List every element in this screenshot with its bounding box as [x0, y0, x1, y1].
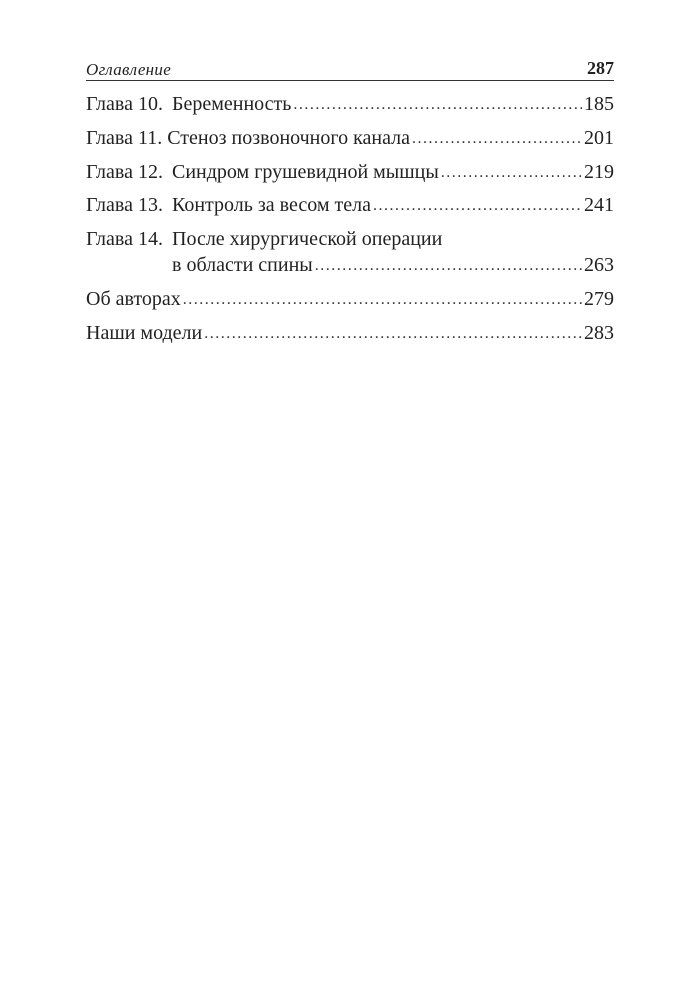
chapter-title: Стеноз позвоночного канала: [167, 127, 410, 149]
entry-page-number: 263: [584, 254, 614, 276]
dot-leader: [412, 123, 582, 153]
toc-entry-label-continued: [86, 251, 313, 279]
dot-leader: [315, 250, 582, 280]
chapter-number: Глава 11.: [86, 127, 163, 149]
dot-leader: [204, 318, 582, 348]
dot-leader: [441, 157, 582, 187]
chapter-number: Глава 10.: [86, 93, 163, 115]
toc-entry-about-authors[interactable]: [86, 285, 614, 313]
toc-entry-label: [86, 124, 410, 152]
chapter-number: Глава 14.: [86, 228, 163, 250]
toc-entry-our-models[interactable]: [86, 319, 614, 347]
chapter-title: Беременность: [172, 93, 292, 115]
chapter-title-line-1: После хирургической операции: [172, 228, 443, 250]
dot-leader: [293, 89, 582, 119]
toc-entry-label: [86, 225, 442, 253]
chapter-number: Глава 13.: [86, 194, 163, 216]
toc-entry-chapter-14[interactable]: [86, 225, 614, 281]
toc-entry-chapter-13[interactable]: [86, 191, 614, 219]
running-header: [86, 58, 614, 81]
toc-entry-chapter-11[interactable]: [86, 124, 614, 152]
dot-leader: [373, 190, 582, 220]
toc-entry-label: [86, 90, 291, 118]
entry-page-number: 241: [584, 194, 614, 216]
chapter-title: Синдром грушевидной мышцы: [172, 161, 439, 183]
toc-entry-chapter-12[interactable]: [86, 158, 614, 186]
entry-page-number: 201: [584, 127, 614, 149]
entry-page-number: 279: [584, 288, 614, 310]
section-title: Оглавление: [86, 60, 172, 79]
entry-page-number: 283: [584, 322, 614, 344]
toc-entry-chapter-10[interactable]: [86, 90, 614, 118]
toc-entry-label: Наши модели: [86, 322, 203, 344]
toc-entry-label: [86, 191, 371, 219]
toc-entry-label: [86, 158, 439, 186]
chapter-number: Глава 12.: [86, 161, 163, 183]
toc-entry-label: Об авторах: [86, 288, 181, 310]
chapter-title-line-2: в области спины: [172, 254, 313, 276]
chapter-title: Контроль за весом тела: [172, 194, 371, 216]
page-number: 287: [587, 58, 614, 78]
entry-page-number: 185: [584, 93, 614, 115]
entry-page-number: 219: [584, 161, 614, 183]
dot-leader: [183, 284, 582, 314]
